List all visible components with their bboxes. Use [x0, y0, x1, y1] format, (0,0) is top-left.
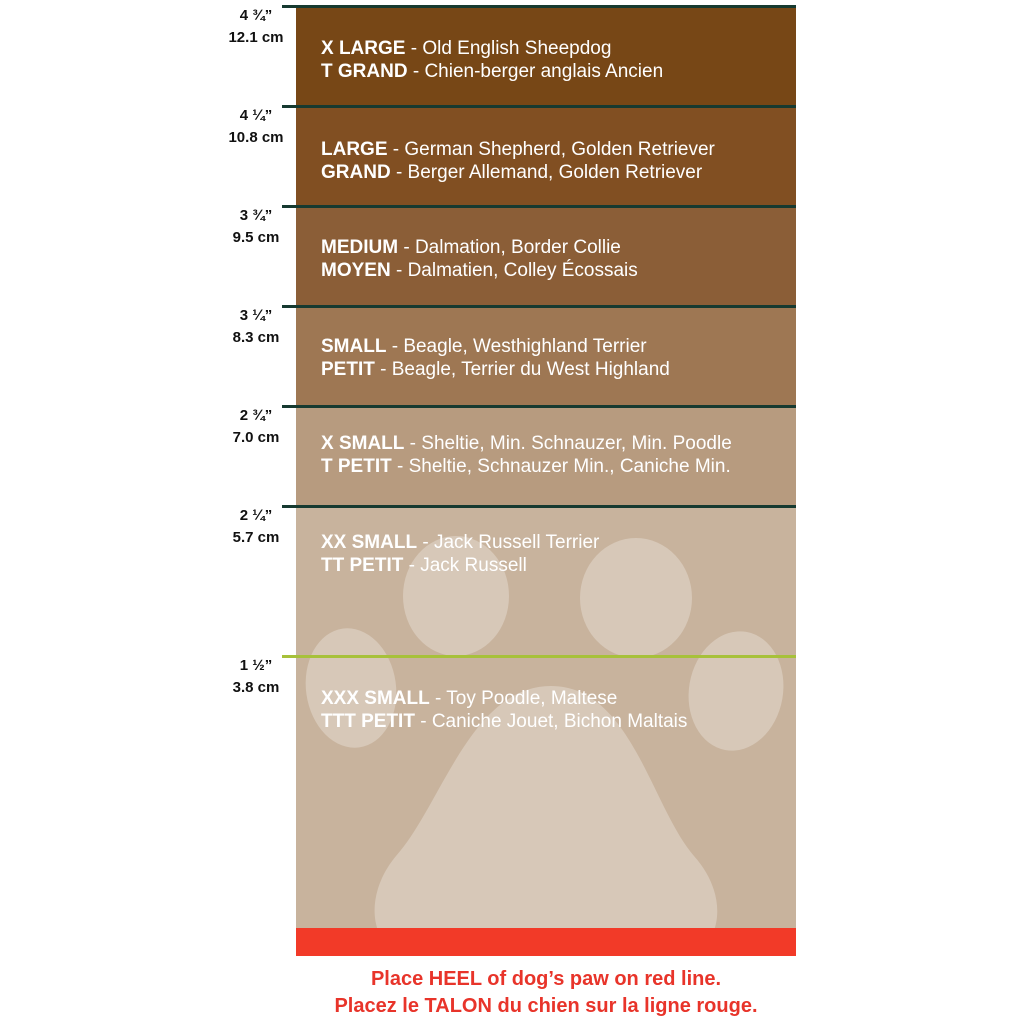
size-label-xx-small: [321, 531, 599, 577]
measurement-label: [220, 5, 292, 49]
inch-value: 3 ¾”: [239, 207, 273, 224]
breed-list-en: - Jack Russell Terrier: [417, 532, 600, 553]
measurement-label: [220, 655, 292, 699]
breed-list-en: - Toy Poodle, Maltese: [429, 688, 618, 709]
measurement-label: [220, 305, 292, 349]
size-label-x-large: [321, 37, 663, 83]
measure-rule: [282, 405, 796, 408]
size-name-fr: GRAND: [321, 162, 391, 183]
size-name-en: SMALL: [321, 336, 387, 357]
measure-rule-highlight: [282, 655, 796, 658]
cm-value: 7.0 cm: [232, 429, 280, 446]
size-name-fr: PETIT: [321, 359, 375, 380]
cm-value: 9.5 cm: [232, 229, 280, 246]
measure-rule: [282, 205, 796, 208]
instruction-fr: Placez le TALON du chien sur la ligne rouge.: [334, 995, 758, 1017]
size-label-xxx-small: [321, 687, 687, 733]
breed-list-en: - Sheltie, Min. Schnauzer, Min. Poodle: [404, 433, 732, 454]
breed-list-en: - Beagle, Westhighland Terrier: [386, 336, 647, 357]
measure-rule: [282, 505, 796, 508]
breed-list-fr: - Chien-berger anglais Ancien: [407, 61, 664, 82]
breed-list-en: - Dalmation, Border Collie: [398, 237, 621, 258]
size-name-fr: TT PETIT: [321, 555, 404, 576]
breed-list-en: - German Shepherd, Golden Retriever: [387, 139, 715, 160]
breed-list-en: - Old English Sheepdog: [405, 38, 612, 59]
measurement-label: [220, 405, 292, 449]
inch-value: 1 ½”: [239, 657, 273, 674]
inch-value: 4 ¼”: [239, 107, 273, 124]
breed-list-fr: - Berger Allemand, Golden Retriever: [390, 162, 703, 183]
cm-value: 3.8 cm: [232, 679, 280, 696]
measure-rule: [282, 305, 796, 308]
inch-value: 3 ¼”: [239, 307, 273, 324]
inch-value: 2 ¾”: [239, 407, 273, 424]
placement-instructions: [250, 966, 842, 1020]
breed-list-fr: - Caniche Jouet, Bichon Maltais: [414, 711, 688, 732]
measure-rule: [282, 5, 796, 8]
breed-list-fr: - Jack Russell: [403, 555, 527, 576]
cm-value: 12.1 cm: [228, 29, 284, 46]
size-label-x-small: [321, 432, 732, 478]
cm-value: 5.7 cm: [232, 529, 280, 546]
measurement-label: [220, 105, 292, 149]
instruction-en: Place HEEL of dog’s paw on red line.: [370, 968, 722, 990]
size-label-small: [321, 335, 670, 381]
size-name-en: XX SMALL: [321, 532, 418, 553]
inch-value: 4 ¾”: [239, 7, 273, 24]
size-name-fr: T GRAND: [321, 61, 408, 82]
size-name-en: X LARGE: [321, 38, 406, 59]
measurement-label: [220, 505, 292, 549]
inch-value: 2 ¼”: [239, 507, 273, 524]
cm-value: 10.8 cm: [228, 129, 284, 146]
size-name-en: X SMALL: [321, 433, 405, 454]
size-name-en: XXX SMALL: [321, 688, 430, 709]
breed-list-fr: - Sheltie, Schnauzer Min., Caniche Min.: [391, 456, 731, 477]
size-name-fr: MOYEN: [321, 260, 391, 281]
size-name-fr: T PETIT: [321, 456, 392, 477]
size-label-medium: [321, 236, 638, 282]
breed-list-fr: - Dalmatien, Colley Écossais: [390, 260, 638, 281]
measure-rule: [282, 105, 796, 108]
size-label-large: [321, 138, 715, 184]
red-heel-line: [296, 928, 796, 956]
size-name-fr: TTT PETIT: [321, 711, 415, 732]
breed-list-fr: - Beagle, Terrier du West Highland: [374, 359, 670, 380]
size-name-en: LARGE: [321, 139, 388, 160]
size-name-en: MEDIUM: [321, 237, 399, 258]
cm-value: 8.3 cm: [232, 329, 280, 346]
measurement-label: [220, 205, 292, 249]
